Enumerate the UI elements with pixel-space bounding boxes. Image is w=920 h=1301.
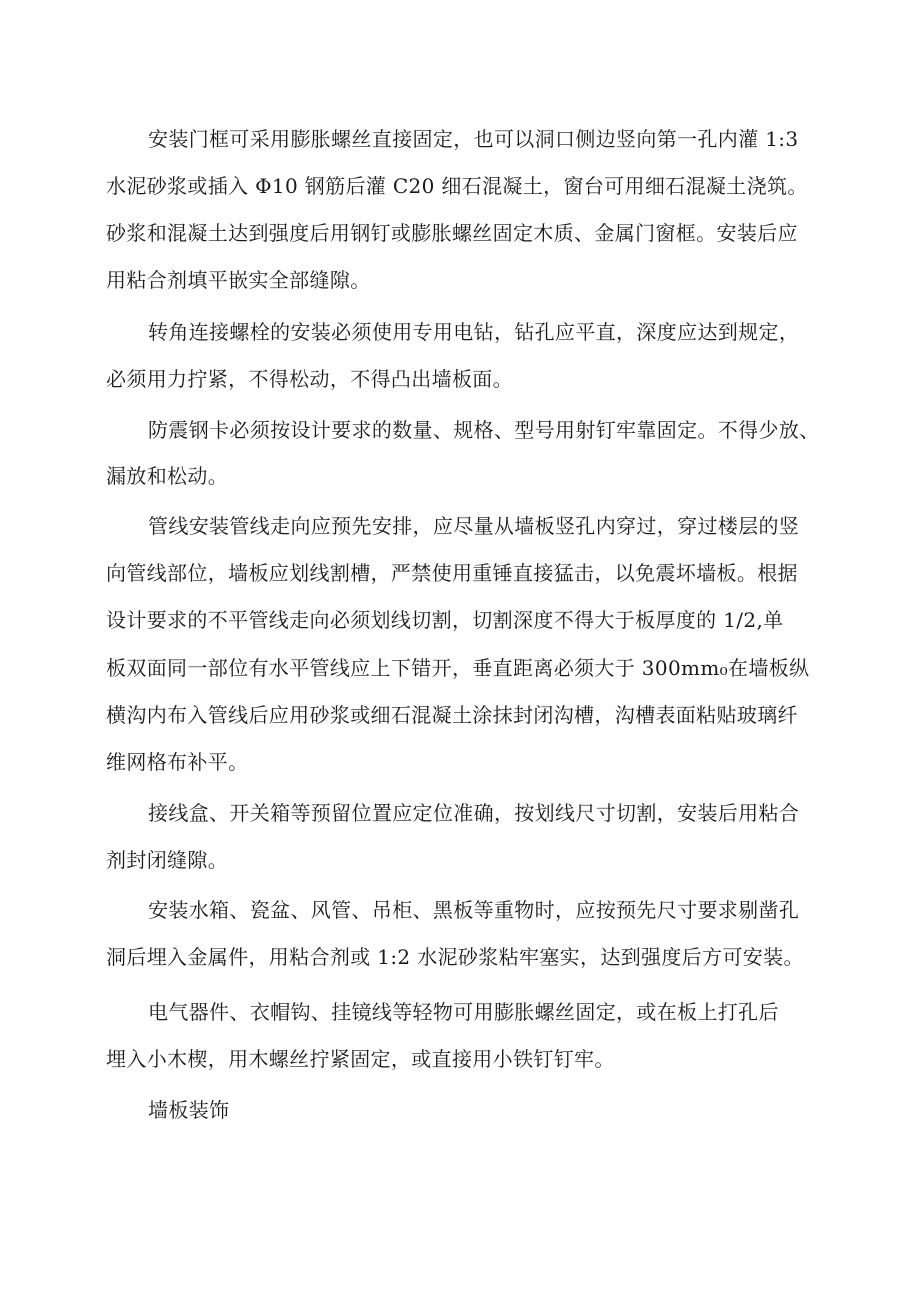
paragraph-pipeline-line-5: 横沟内布入管线后应用砂浆或细石混凝土涂抹封闭沟槽，沟槽表面粘贴玻璃纤 bbox=[106, 703, 798, 727]
paragraph-bolt-line-1: 转角连接螺栓的安装必须使用专用电钻，钻孔应平直，深度应达到规定， bbox=[148, 320, 800, 344]
paragraph-heavy-objects-line-2: 洞后埋入金属件，用粘合剂或 1:2 水泥砂浆粘牢塞实，达到强度后方可安装。 bbox=[106, 945, 804, 969]
paragraph-door-frame-line-3: 砂浆和混凝土达到强度后用钢钉或膨胀螺丝固定木质、金属门窗框。安装后应 bbox=[106, 221, 798, 245]
paragraph-bolt-line-2: 必须用力拧紧，不得松动，不得凸出墙板面。 bbox=[106, 367, 513, 391]
paragraph-door-frame-line-1: 安装门框可采用膨胀螺丝直接固定，也可以洞口侧边竖向第一孔内灌 1:3 bbox=[148, 127, 799, 151]
paragraph-pipeline-line-2: 向管线部位，墙板应划线割槽，严禁使用重锤直接猛击，以免震坏墙板。根据 bbox=[106, 561, 798, 585]
paragraph-heavy-objects-line-1: 安装水箱、瓷盆、风管、吊柜、黑板等重物时，应按预先尺寸要求剔凿孔 bbox=[148, 898, 800, 922]
paragraph-pipeline-line-4: 板双面同一部位有水平管线应上下错开，垂直距离必须大于 300mm₀在墙板纵 bbox=[106, 656, 810, 680]
paragraph-pipeline-line-6: 维网格布补平。 bbox=[106, 750, 249, 774]
paragraph-seismic-clip-line-2: 漏放和松动。 bbox=[106, 464, 229, 488]
paragraph-door-frame-line-4: 用粘合剂填平嵌实全部缝隙。 bbox=[106, 268, 371, 292]
paragraph-seismic-clip-line-1: 防震钢卡必须按设计要求的数量、规格、型号用射钉牢靠固定。不得少放、 bbox=[148, 418, 820, 442]
paragraph-door-frame-line-2: 水泥砂浆或插入 Φ10 钢筋后灌 C20 细石混凝土，窗台可用细石混凝土浇筑。 bbox=[106, 174, 808, 198]
paragraph-light-objects-line-2: 埋入小木楔，用木螺丝拧紧固定，或直接用小铁钉钉牢。 bbox=[106, 1047, 615, 1071]
paragraph-pipeline-line-3: 设计要求的不平管线走向必须划线切割，切割深度不得大于板厚度的 1/2,单 bbox=[106, 608, 784, 632]
paragraph-junction-box-line-1: 接线盒、开关箱等预留位置应定位准确，按划线尺寸切割，安装后用粘合 bbox=[148, 801, 800, 825]
paragraph-pipeline-line-1: 管线安装管线走向应预先安排，应尽量从墙板竖孔内穿过，穿过楼层的竖 bbox=[148, 514, 800, 538]
paragraph-light-objects-line-1: 电气器件、衣帽钩、挂镜线等轻物可用膨胀螺丝固定，或在板上打孔后 bbox=[148, 1000, 779, 1024]
section-heading-wall-decoration: 墙板装饰 bbox=[148, 1098, 230, 1122]
paragraph-junction-box-line-2: 剂封闭缝隙。 bbox=[106, 848, 229, 872]
